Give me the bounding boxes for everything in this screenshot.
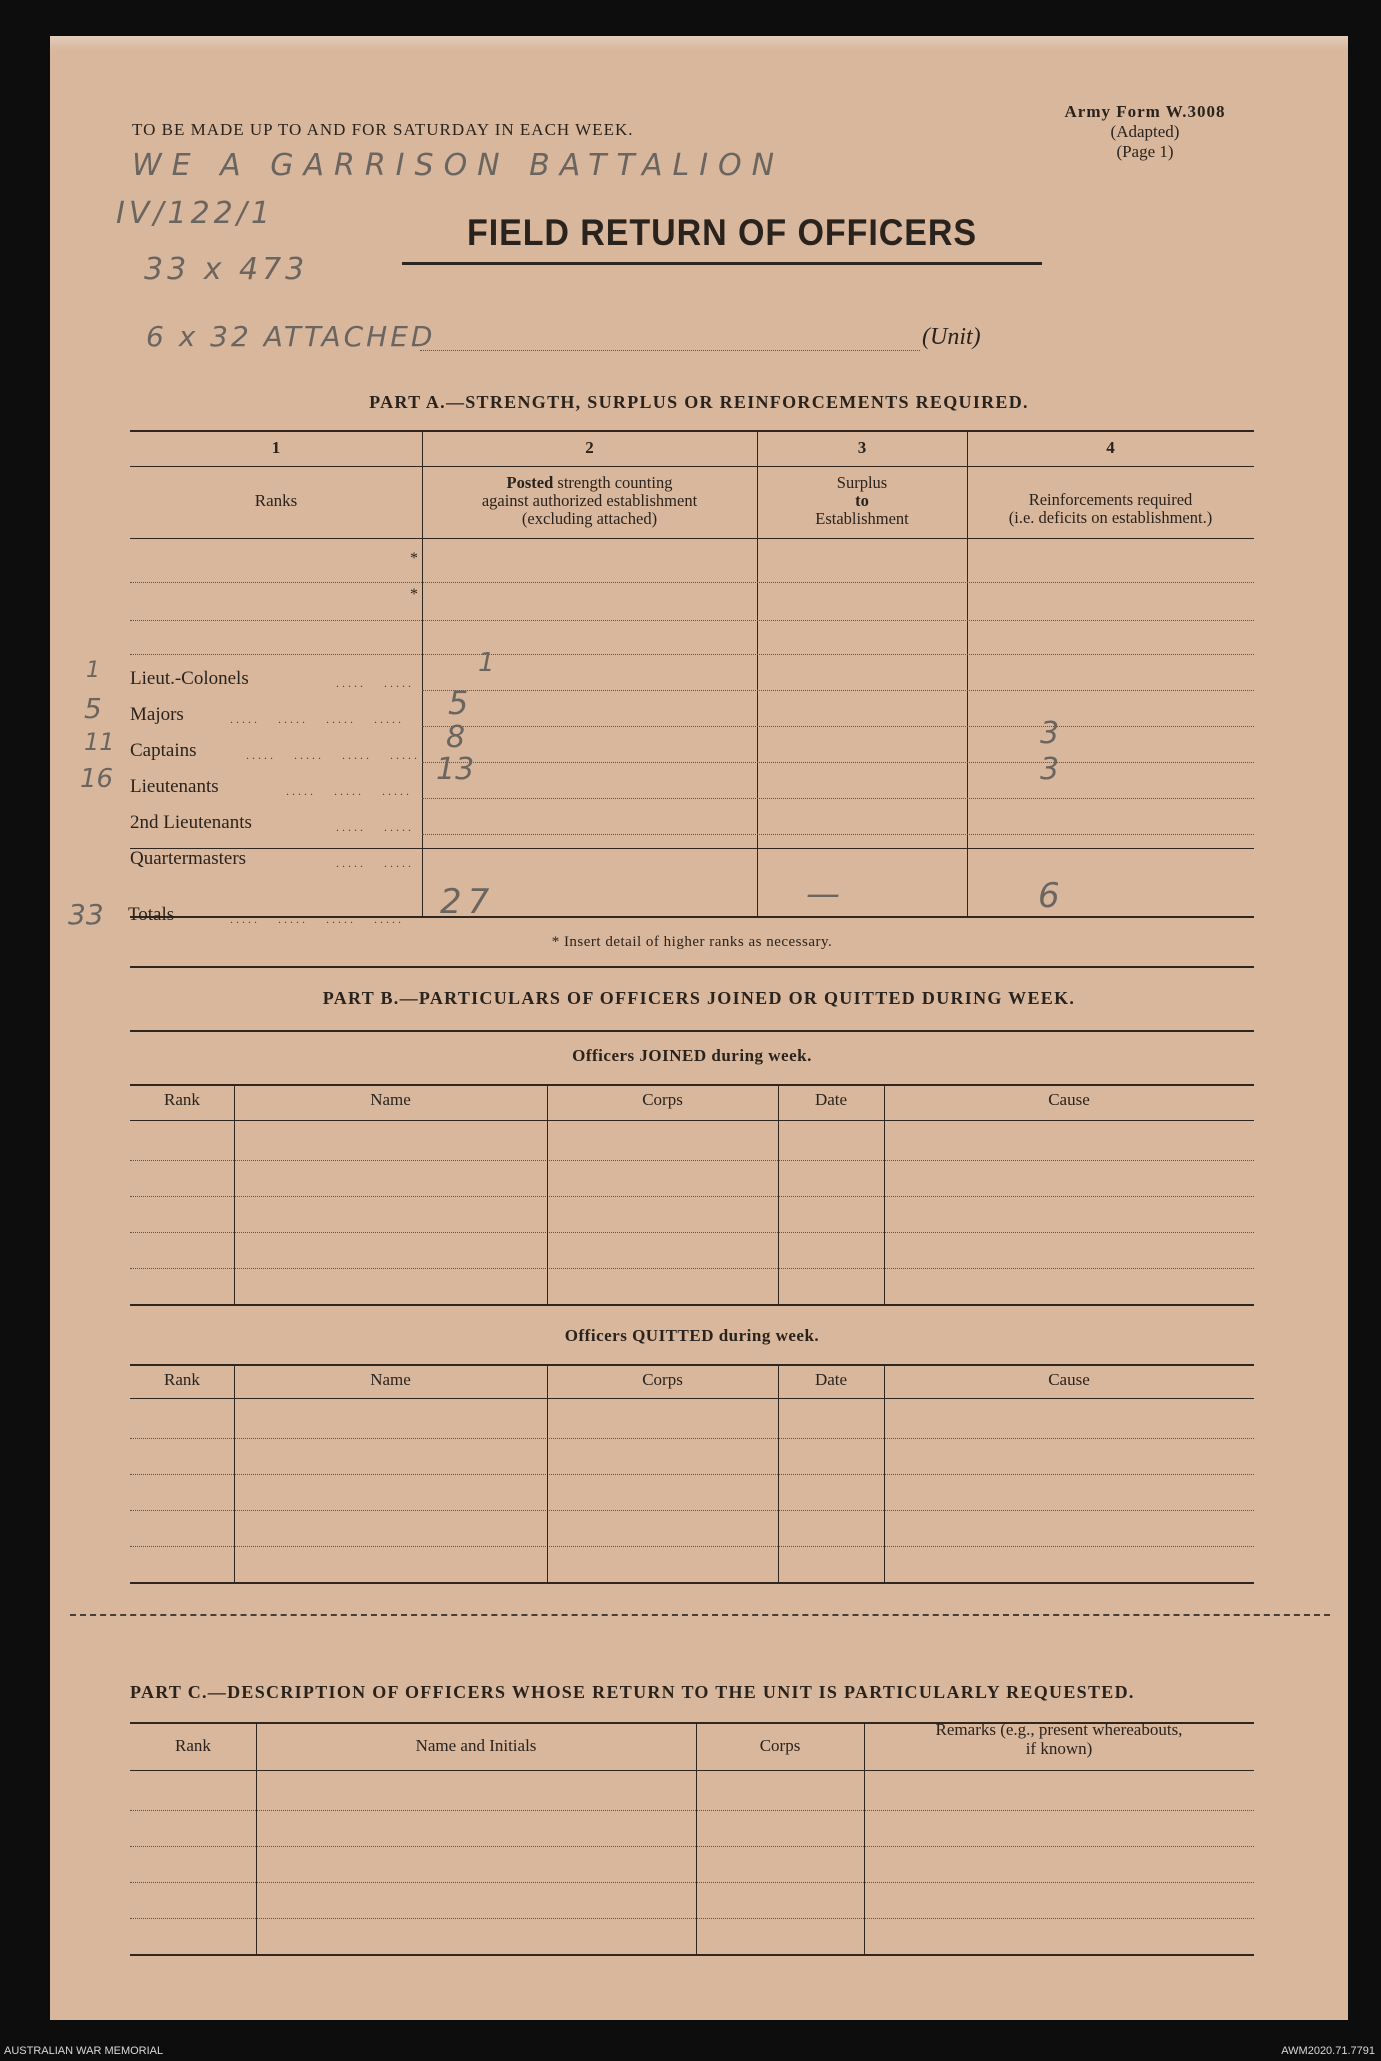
table-rule xyxy=(130,1582,1254,1584)
row-divider xyxy=(422,690,1254,691)
rank-label: 2nd Lieutenants xyxy=(130,812,252,833)
row-divider xyxy=(130,1846,1254,1847)
asterisk-mark: * xyxy=(410,550,418,567)
table-rule xyxy=(130,1398,1254,1399)
handwritten-unit-name: WE A GARRISON BATTALION xyxy=(132,148,785,183)
rank-label: Majors xyxy=(130,704,184,725)
totals-reinforcements: 6 xyxy=(1038,876,1060,916)
col-number-4: 4 xyxy=(1106,438,1115,457)
col-rank: Rank xyxy=(164,1370,200,1389)
row-divider xyxy=(422,834,1254,835)
reinforcements-header-line1: Reinforcements required xyxy=(1028,490,1193,509)
table-rule xyxy=(130,538,1254,539)
leader-dots: ..... ..... xyxy=(336,676,414,690)
surplus-header-line2: to xyxy=(855,491,869,510)
totals-posted: 27 xyxy=(440,882,496,922)
posted-value: 13 xyxy=(436,752,475,787)
col-cause: Cause xyxy=(1048,1090,1090,1109)
leader-dots: ..... ..... xyxy=(336,820,414,834)
table-rule xyxy=(256,1722,257,1954)
form-adapted: (Adapted) xyxy=(1110,122,1180,141)
margin-count: 5 xyxy=(84,692,102,725)
table-rule xyxy=(547,1364,548,1582)
surplus-header-line3: Establishment xyxy=(815,509,909,528)
surplus-header xyxy=(757,474,967,528)
form-sheet xyxy=(50,36,1348,2020)
leader-dots: ..... ..... xyxy=(336,856,414,870)
table-rule xyxy=(778,1364,779,1582)
footnote: * Insert detail of higher ranks as necessary. xyxy=(551,934,833,950)
totals-label: Totals xyxy=(128,904,175,925)
footer-source: AUSTRALIAN WAR MEMORIAL xyxy=(4,2045,164,2057)
reinforcement-value: 3 xyxy=(1040,716,1060,751)
page-title: FIELD RETURN OF OFFICERS xyxy=(467,212,977,253)
section-rule xyxy=(130,966,1254,968)
col-rank: Rank xyxy=(175,1736,211,1755)
row-divider xyxy=(130,1474,1254,1475)
col-corps: Corps xyxy=(759,1736,801,1755)
row-divider xyxy=(130,1918,1254,1919)
table-rule xyxy=(884,1084,885,1304)
reinforcements-header xyxy=(967,491,1254,527)
margin-count: 1 xyxy=(86,658,100,683)
table-rule xyxy=(130,1120,1254,1121)
posted-header-rest: strength counting xyxy=(557,473,673,492)
table-rule xyxy=(130,848,1254,849)
table-rule xyxy=(130,1770,1254,1771)
form-number: Army Form W.3008 xyxy=(1064,102,1226,121)
col-name: Name xyxy=(370,1090,411,1109)
remarks-line1: Remarks (e.g., present whereabouts, xyxy=(935,1720,1183,1739)
col-remarks xyxy=(864,1720,1254,1758)
col-name-initials: Name and Initials xyxy=(415,1736,537,1755)
margin-count: 11 xyxy=(84,728,115,756)
row-divider xyxy=(130,1510,1254,1511)
col-name: Name xyxy=(370,1370,411,1389)
col-corps: Corps xyxy=(642,1090,683,1109)
table-rule xyxy=(778,1084,779,1304)
row-divider xyxy=(130,1160,1254,1161)
posted-header-line2: against authorized establishment xyxy=(481,491,698,510)
part-c-heading: PART C.—DESCRIPTION OF OFFICERS WHOSE RETURN TO THE UNIT IS PARTICULARLY REQUESTED. xyxy=(130,1682,1135,1702)
col-date: Date xyxy=(814,1370,848,1389)
rank-label: Lieut.-Colonels xyxy=(130,668,249,689)
table-rule xyxy=(884,1364,885,1582)
table-rule xyxy=(547,1084,548,1304)
margin-count: 33 xyxy=(68,898,104,931)
leader-dots: ..... ..... ..... xyxy=(286,784,412,798)
table-rule xyxy=(234,1084,235,1304)
form-number-block xyxy=(1060,102,1230,162)
margin-count: 16 xyxy=(80,764,114,794)
posted-value: 8 xyxy=(446,720,466,755)
row-divider xyxy=(130,1196,1254,1197)
form-page: (Page 1) xyxy=(1116,142,1174,161)
table-rule xyxy=(696,1722,697,1954)
reinforcements-header-line2: (i.e. deficits on establishment.) xyxy=(1008,508,1213,527)
rank-label: Captains xyxy=(130,740,197,761)
col-corps: Corps xyxy=(642,1370,683,1389)
table-rule xyxy=(130,466,1254,467)
handwritten-attached: 6 x 32 ATTACHED xyxy=(146,320,436,353)
col-number-3: 3 xyxy=(857,438,867,457)
handwritten-strength: 33 x 473 xyxy=(144,252,309,287)
row-divider xyxy=(130,1268,1254,1269)
row-divider xyxy=(130,1882,1254,1883)
col-number-2: 2 xyxy=(585,438,594,457)
row-divider xyxy=(130,582,1254,583)
perforation-line xyxy=(70,1614,1330,1616)
row-divider xyxy=(130,1810,1254,1811)
title-underline xyxy=(402,262,1042,265)
footer-accession: AWM2020.71.7791 xyxy=(1281,2045,1375,2057)
unit-dotted-line xyxy=(420,350,920,351)
leader-dots: ..... ..... ..... ..... xyxy=(246,748,420,762)
row-divider xyxy=(130,654,1254,655)
col-rank: Rank xyxy=(164,1090,200,1109)
table-rule xyxy=(234,1364,235,1582)
section-rule xyxy=(130,1030,1254,1032)
table-rule xyxy=(130,1954,1254,1956)
part-b-heading: PART B.—PARTICULARS OF OFFICERS JOINED OR QUITTED DURING WEEK. xyxy=(322,988,1076,1008)
leader-dots: ..... ..... ..... ..... xyxy=(230,912,404,926)
totals-surplus: — xyxy=(806,874,840,914)
posted-header-line3: (excluding attached) xyxy=(521,509,658,528)
posted-header xyxy=(422,474,757,528)
row-divider xyxy=(130,1438,1254,1439)
row-divider xyxy=(422,762,1254,763)
joined-title: Officers JOINED during week. xyxy=(572,1046,812,1065)
col-cause: Cause xyxy=(1048,1370,1090,1389)
row-divider xyxy=(422,798,1254,799)
form-instruction: TO BE MADE UP TO AND FOR SATURDAY IN EACH WEEK. xyxy=(132,120,634,139)
table-rule xyxy=(130,1364,1254,1366)
row-divider xyxy=(130,1232,1254,1233)
reinforcement-value: 3 xyxy=(1040,752,1060,787)
quitted-title: Officers QUITTED during week. xyxy=(564,1326,820,1345)
asterisk-mark: * xyxy=(410,586,418,603)
handwritten-reference: IV/122/1 xyxy=(116,196,274,231)
col-number-1: 1 xyxy=(271,438,281,457)
col-date: Date xyxy=(814,1090,848,1109)
table-rule xyxy=(130,430,1254,432)
remarks-line2: if known) xyxy=(1025,1739,1093,1758)
table-rule xyxy=(130,1304,1254,1306)
leader-dots: ..... ..... ..... ..... xyxy=(230,712,404,726)
table-rule xyxy=(130,1084,1254,1086)
ranks-header: Ranks xyxy=(254,491,298,510)
row-divider xyxy=(422,726,1254,727)
part-a-heading: PART A.—STRENGTH, SURPLUS OR REINFORCEMENTS REQUIRED. xyxy=(369,392,1029,412)
posted-header-bold: Posted xyxy=(506,473,554,492)
rank-label: Quartermasters xyxy=(130,848,247,869)
rank-label: Lieutenants xyxy=(130,776,219,797)
surplus-header-line1: Surplus xyxy=(836,473,888,492)
posted-value: 5 xyxy=(448,684,469,722)
row-divider xyxy=(130,1546,1254,1547)
posted-value: 1 xyxy=(478,648,495,678)
row-divider xyxy=(130,620,1254,621)
unit-label: (Unit) xyxy=(922,324,981,350)
